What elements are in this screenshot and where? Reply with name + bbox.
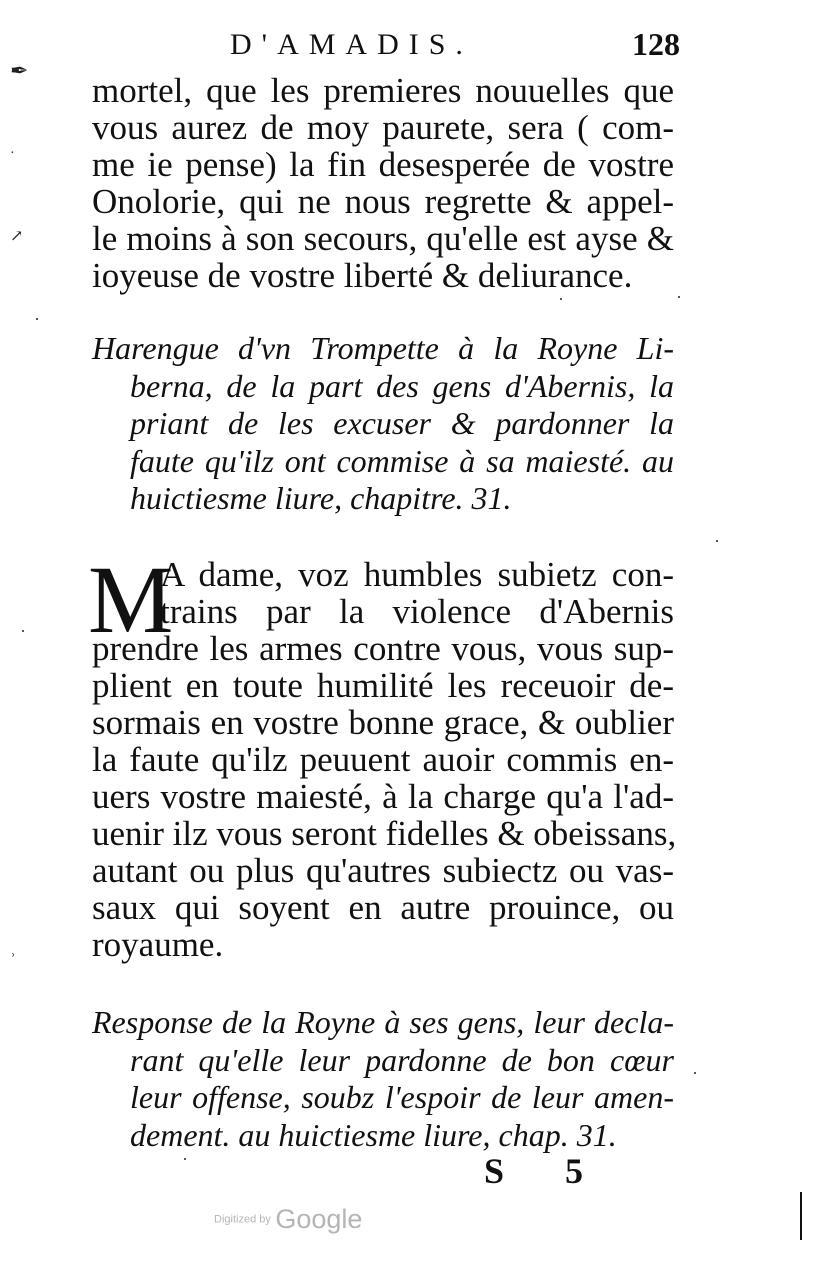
text-line: A dame, voz humbles subietz con-	[160, 555, 674, 594]
text-line: royaume.	[92, 925, 224, 964]
page-edge-rule	[800, 1192, 802, 1240]
section-heading-2	[92, 1004, 674, 1154]
running-head: D'AMADIS.	[230, 28, 473, 61]
text-line: plient en toute humilité les receuoir de-	[92, 666, 674, 705]
page-number: 128	[632, 26, 680, 62]
margin-mark: ✒	[10, 58, 29, 83]
heading-line: leur offense, soubz l'espoir de leur amen-	[130, 1079, 674, 1115]
text-line: ioyeuse de vostre liberté & deliurance.	[92, 256, 633, 295]
heading-line: Response de la Royne à ses gens, leur decla-	[92, 1004, 674, 1040]
text-line: vous aurez de moy paurete, sera ( com-	[92, 108, 674, 147]
heading-line: berna, de la part des gens d'Abernis, la	[130, 367, 674, 404]
margin-mark: ↗	[10, 228, 24, 245]
text-line: uers vostre maiesté, à la charge qu'a l'ad-	[92, 777, 674, 816]
heading-line: rant qu'elle leur pardonne de bon cœur	[130, 1041, 674, 1078]
margin-mark: ʾ	[10, 950, 16, 970]
text-line: la faute qu'ilz peuuent auoir commis en-	[92, 740, 674, 779]
text-line: me ie pense) la fin desesperée de vostre	[92, 145, 674, 184]
digitized-watermark	[214, 1204, 362, 1235]
heading-line: faute qu'ilz ont commise à sa maiesté. au	[130, 442, 674, 479]
heading-line: huictiesme liure, chapitre. 31.	[130, 480, 512, 516]
paper-speck	[678, 296, 680, 298]
margin-mark: ·	[10, 146, 15, 161]
heading-line: dement. au huictiesme liure, chap. 31.	[130, 1116, 617, 1153]
google-logo: Google	[275, 1204, 363, 1234]
paper-speck	[716, 540, 718, 542]
heading-line: priant de les excuser & pardonner la	[130, 405, 674, 441]
text-line: prendre les armes contre vous, vous sup-	[92, 629, 674, 668]
text-line: mortel, que les premieres nouuelles que	[92, 71, 674, 110]
text-line: saux qui soyent en autre prouince, ou	[92, 888, 674, 927]
text-line: sormais en vostre bonne grace, & oublier	[92, 703, 674, 742]
text-line: trains par la violence d'Abernis	[160, 592, 674, 631]
text-line: uenir ilz vous seront fidelles & obeissans,	[92, 814, 677, 853]
text-line: autant ou plus qu'autres subiectz ou vas-	[92, 851, 674, 890]
watermark-prefix: Digitized by	[214, 1213, 271, 1226]
paper-speck	[22, 630, 24, 632]
page-header	[230, 28, 680, 68]
text-line: le moins à son secours, qu'elle est ayse &	[92, 219, 674, 258]
paragraph-1	[92, 72, 674, 294]
paper-speck	[560, 298, 562, 300]
drop-cap: M	[88, 546, 174, 653]
paper-speck	[694, 1072, 696, 1074]
section-heading-1	[92, 330, 674, 518]
paragraph-2	[88, 546, 677, 964]
signature-mark: S 5	[484, 1151, 610, 1191]
paper-speck	[36, 318, 38, 320]
heading-line: Harengue d'vn Trompette à la Royne Li-	[92, 330, 674, 366]
paper-speck	[184, 1158, 186, 1160]
text-line: Onolorie, qui ne nous regrette & appel-	[92, 182, 674, 221]
